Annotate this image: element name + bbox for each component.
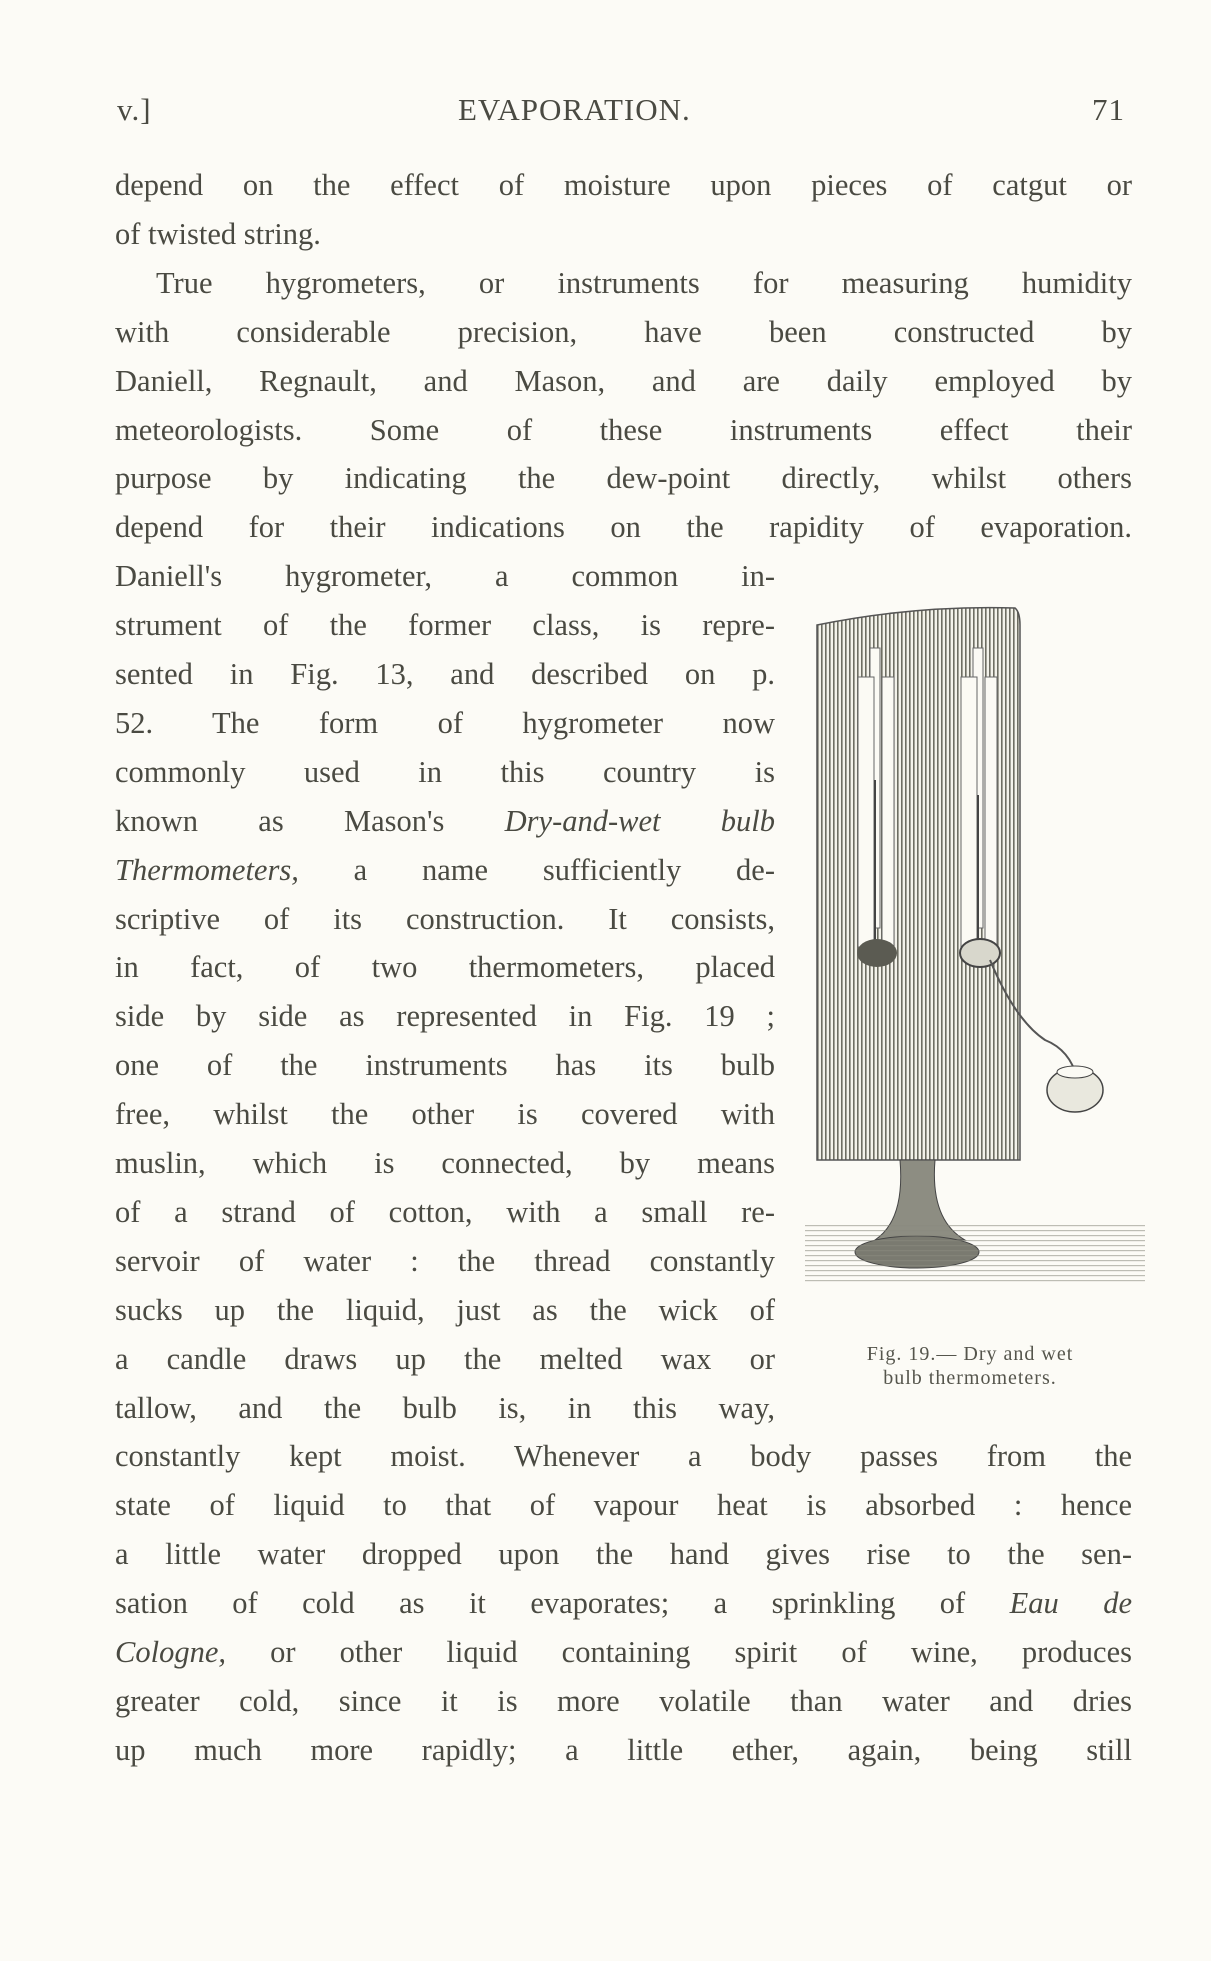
text-span: Daniell, Regnault, and Mason, and are daily employed by — [115, 363, 1132, 398]
text-line — [115, 703, 775, 743]
text-span: side by side as represented in Fig. 19 ; — [115, 999, 775, 1034]
text-span: depend for their indications on the rapidity of evaporation. — [115, 510, 1132, 545]
text-span: in fact, of two thermometers, placed — [115, 950, 775, 985]
dry-bulb-thermometer — [857, 648, 897, 967]
text-line — [115, 1241, 775, 1281]
text-line — [115, 1192, 775, 1232]
text-span: state of liquid to that of vapour heat is absorbed : hence — [115, 1488, 1132, 1523]
text-line — [115, 1436, 1132, 1476]
text-line — [115, 752, 775, 792]
figure-caption-line-2: bulb thermometers. — [883, 1367, 1057, 1389]
text-line — [115, 1534, 1132, 1574]
text-span: a name sufficiently de- — [298, 852, 775, 887]
text-line — [115, 996, 775, 1036]
text-line — [115, 1388, 775, 1428]
text-span: greater cold, since it is more volatile than water and dries — [115, 1683, 1132, 1718]
text-line — [115, 1290, 775, 1330]
text-span: depend on the effect of moisture upon pieces of catgut or — [115, 168, 1132, 202]
text-line — [115, 1143, 775, 1183]
text-line — [115, 410, 1132, 450]
text-span: Daniell's hygrometer, a common in- — [115, 559, 775, 594]
text-span: commonly used in this country is — [115, 754, 775, 789]
text-span: True hygrometers, or instruments for measuring humidity — [156, 265, 1132, 300]
italic-text: Dry-and-wet bulb — [504, 803, 776, 838]
text-span: one of the instruments has its bulb — [115, 1048, 775, 1083]
text-span: or other liquid containing spirit of wine, produces — [225, 1635, 1132, 1669]
text-line — [115, 361, 1132, 401]
text-span: sucks up the liquid, just as the wick of — [115, 1292, 775, 1327]
text-line — [115, 1681, 1132, 1721]
text-line — [115, 458, 1132, 498]
text-line — [115, 1094, 775, 1134]
text-line — [115, 165, 1132, 205]
italic-text: Eau de — [1009, 1586, 1132, 1621]
text-span: free, whilst the other is covered with — [115, 1097, 775, 1132]
text-line — [115, 214, 1132, 254]
text-line — [115, 801, 775, 841]
text-span: of a strand of cotton, with a small re- — [115, 1194, 775, 1229]
figure-caption-line-1: Fig. 19.— Dry and wet — [866, 1343, 1074, 1365]
text-line — [115, 605, 775, 645]
text-span: strument of the former class, is repre- — [115, 608, 775, 643]
text-span: a candle draws up the melted wax or — [115, 1341, 775, 1376]
text-line — [115, 263, 1132, 303]
text-line — [115, 1583, 1132, 1623]
text-line — [115, 507, 1132, 547]
text-line — [115, 1045, 775, 1085]
water-reservoir — [1047, 1066, 1103, 1112]
text-span: constantly kept moist. Whenever a body passes from the — [115, 1439, 1132, 1474]
text-line — [115, 947, 775, 987]
text-span: a little water dropped upon the hand gives rise to the sen- — [115, 1537, 1132, 1572]
text-line — [115, 1339, 775, 1379]
text-line — [115, 850, 775, 890]
italic-text: Thermometers, — [115, 852, 299, 887]
text-line — [115, 312, 1132, 352]
text-span: known as Mason's — [115, 803, 505, 838]
running-title: EVAPORATION. — [458, 92, 691, 127]
table-surface-hatching — [805, 1225, 1145, 1285]
section-marker: v.] — [117, 92, 152, 127]
italic-text: Cologne, — [115, 1635, 226, 1669]
text-span: muslin, which is connected, by means — [115, 1146, 775, 1180]
text-line — [115, 1485, 1132, 1525]
text-span: up much more rapidly; a little ether, again, being still — [115, 1732, 1132, 1767]
text-line — [115, 1730, 1132, 1770]
page-number: 71 — [1092, 92, 1125, 127]
text-span: with considerable precision, have been constructed by — [115, 314, 1132, 349]
text-span: purpose by indicating the dew-point directly, whilst others — [115, 461, 1132, 496]
text-span: sented in Fig. 13, and described on p. — [115, 657, 775, 691]
text-span: scriptive of its construction. It consists, — [115, 901, 775, 936]
text-span: tallow, and the bulb is, in this way, — [115, 1390, 775, 1425]
text-line — [115, 1632, 1132, 1672]
text-line — [115, 556, 775, 596]
text-span: of twisted string. — [115, 216, 321, 251]
text-line — [115, 654, 775, 694]
text-span: sation of cold as it evaporates; a sprinkling of — [115, 1586, 1010, 1621]
figure-thermometers-illustration — [805, 600, 1145, 1310]
text-span: meteorologists. Some of these instruments effect their — [115, 412, 1132, 447]
text-span: 52. The form of hygrometer now — [115, 705, 775, 740]
text-span: servoir of water : the thread constantly — [115, 1243, 775, 1278]
text-line — [115, 899, 775, 939]
